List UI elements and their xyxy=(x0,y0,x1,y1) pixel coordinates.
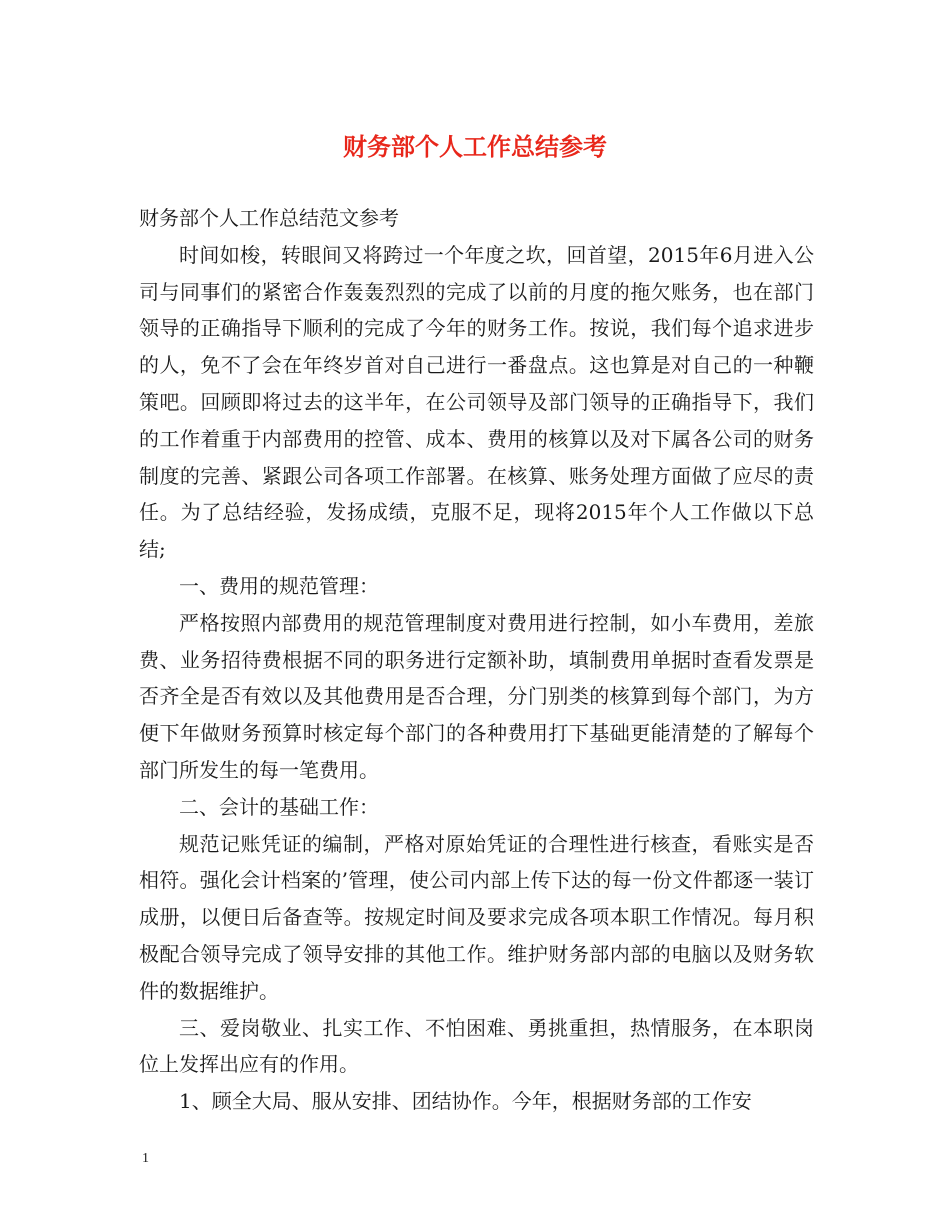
expense-paragraph: 严格按照内部费用的规范管理制度对费用进行控制，如小车费用，差旅费、业务招待费根据不同的职务进行定额补助，填制费用单据时查看发票是否齐全是否有效以及其他费用是否合理，分门别类的核算到每个部门，为方便下年做财务预算时核定每个部门的各种费用打下基础更能清楚的了解每个部门所发生的每一笔费用。 xyxy=(139,610,814,782)
section-heading-dedication: 三、爱岗敬业、扎实工作、不怕困难、勇挑重担，热情服务，在本职岗位上发挥出应有的作用。 xyxy=(139,1015,814,1077)
section-heading-expense: 一、费用的规范管理： xyxy=(179,573,379,598)
item-paragraph-1: 1、顾全大局、服从安排、团结协作。今年，根据财务部的工作安 xyxy=(179,1089,752,1114)
document-title: 财务部个人工作总结参考 xyxy=(343,132,607,161)
document-body xyxy=(139,200,814,1120)
subtitle-paragraph: 财务部个人工作总结范文参考 xyxy=(139,206,399,230)
intro-paragraph: 时间如梭，转眼间又将跨过一个年度之坎，回首望，2015年6月进入公司与同事们的紧密合作轰轰烈烈的完成了以前的月度的拖欠账务，也在部门领导的正确指导下顺利的完成了今年的财务工作。按说，我们每个追求进步的人，免不了会在年终岁首对自己进行一番盘点。这也算是对自己的一种鞭策吧。回顾即将过去的这半年，在公司领导及部门领导的正确指导下，我们的工作着重于内部费用的控管、成本、费用的核算以及对下属各公司的财务制度的完善、紧跟公司各项工作部署。在核算、账务处理方面做了应尽的责任。为了总结经验，发扬成绩，克服不足，现将2015年个人工作做以下总结; xyxy=(139,242,814,562)
accounting-paragraph: 规范记账凭证的编制，严格对原始凭证的合理性进行核查，看账实是否相符。强化会计档案的’管理，使公司内部上传下达的每一份文件都逐一装订成册，以便日后备查等。按规定时间及要求完成各项本职工作情况。每月积极配合领导完成了领导安排的其他工作。维护财务部内部的电脑以及财务软件的数据维护。 xyxy=(139,831,814,1003)
section-heading-accounting: 二、会计的基础工作： xyxy=(179,794,379,819)
page-number: 1 xyxy=(142,1151,149,1166)
